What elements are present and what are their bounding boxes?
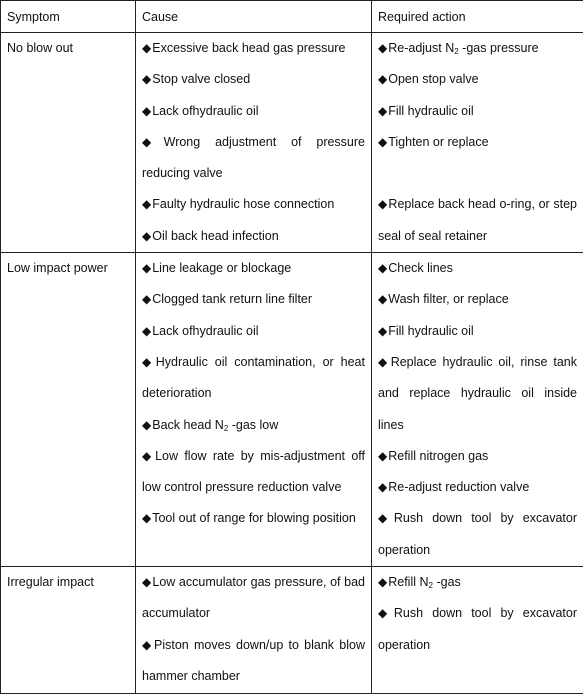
spacer — [378, 158, 577, 189]
bullet-icon: ◆ — [142, 229, 151, 243]
action-item: ◆Check lines — [378, 253, 577, 284]
symptom-cell — [1, 33, 136, 253]
table-row — [1, 253, 583, 567]
bullet-icon: ◆ — [378, 511, 393, 525]
cause-item: ◆Faulty hydraulic hose connection — [142, 189, 365, 220]
action-item: ◆Rush down tool by excavator operation — [378, 598, 577, 661]
action-item: ◆Rush down tool by excavator operation — [378, 503, 577, 566]
bullet-icon: ◆ — [142, 41, 151, 55]
bullet-icon: ◆ — [142, 575, 151, 589]
action-item: ◆Re-adjust reduction valve — [378, 472, 577, 503]
cause-item: ◆Tool out of range for blowing position — [142, 503, 365, 534]
bullet-icon: ◆ — [142, 197, 151, 211]
bullet-icon: ◆ — [142, 292, 151, 306]
header-symptom: Symptom — [1, 1, 136, 33]
table-row — [1, 567, 583, 694]
action-item: ◆Replace back head o-ring, or step seal of seal retainer — [378, 189, 577, 252]
action-cell — [372, 567, 583, 694]
cause-cell — [136, 567, 372, 694]
bullet-icon: ◆ — [378, 575, 387, 589]
symptom-text: Irregular impact — [7, 567, 129, 598]
cause-item: ◆Oil back head infection — [142, 221, 365, 252]
cause-item: ◆Lack ofhydraulic oil — [142, 96, 365, 127]
bullet-icon: ◆ — [378, 606, 393, 620]
bullet-icon: ◆ — [142, 261, 151, 275]
bullet-icon: ◆ — [142, 511, 151, 525]
bullet-icon: ◆ — [378, 449, 387, 463]
header-cause: Cause — [136, 1, 372, 33]
bullet-icon: ◆ — [378, 41, 387, 55]
symptom-cell — [1, 567, 136, 694]
cause-item: ◆Line leakage or blockage — [142, 253, 365, 284]
cause-item: ◆Hydraulic oil contamination, or heat deterioration — [142, 347, 365, 410]
bullet-icon: ◆ — [142, 449, 154, 463]
bullet-icon: ◆ — [378, 292, 387, 306]
action-item: ◆Refill nitrogen gas — [378, 441, 577, 472]
symptom-cell — [1, 253, 136, 567]
cause-item: ◆Lack ofhydraulic oil — [142, 316, 365, 347]
cause-item: ◆Wrong adjustment of pressure reducing valve — [142, 127, 365, 190]
bullet-icon: ◆ — [142, 418, 151, 432]
cause-item: ◆Clogged tank return line filter — [142, 284, 365, 315]
bullet-icon: ◆ — [142, 638, 153, 652]
header-required-action: Required action — [372, 1, 583, 33]
cause-item: ◆Piston moves down/up to blank blow hammer chamber — [142, 630, 365, 693]
symptom-text: No blow out — [7, 33, 129, 64]
bullet-icon: ◆ — [378, 72, 387, 86]
action-item: ◆Fill hydraulic oil — [378, 96, 577, 127]
cause-item: ◆Excessive back head gas pressure — [142, 33, 365, 64]
bullet-icon: ◆ — [142, 72, 151, 86]
header-row — [1, 1, 583, 33]
bullet-icon: ◆ — [378, 197, 387, 211]
cause-item: ◆Low flow rate by mis-adjustment off low control pressure reduction valve — [142, 441, 365, 504]
cause-cell — [136, 253, 372, 567]
bullet-icon: ◆ — [378, 104, 387, 118]
bullet-icon: ◆ — [142, 355, 155, 369]
cause-item: ◆Low accumulator gas pressure, of bad accumulator — [142, 567, 365, 630]
action-cell — [372, 33, 583, 253]
bullet-icon: ◆ — [378, 480, 387, 494]
bullet-icon: ◆ — [142, 135, 163, 149]
cause-item: ◆Stop valve closed — [142, 64, 365, 95]
bullet-icon: ◆ — [378, 355, 390, 369]
action-item: ◆Wash filter, or replace — [378, 284, 577, 315]
bullet-icon: ◆ — [378, 261, 387, 275]
action-item: ◆Tighten or replace — [378, 127, 577, 158]
cause-cell — [136, 33, 372, 253]
action-cell — [372, 253, 583, 567]
bullet-icon: ◆ — [378, 324, 387, 338]
action-item: ◆Re-adjust $N_2$ -gas pressure — [378, 33, 577, 64]
action-item: ◆Replace hydraulic oil, rinse tank and replace hydraulic oil inside lines — [378, 347, 577, 441]
cause-item: ◆Back head $N_2$ -gas low — [142, 410, 365, 441]
symptom-text: Low impact power — [7, 253, 129, 284]
action-item: ◆Fill hydraulic oil — [378, 316, 577, 347]
bullet-icon: ◆ — [142, 104, 151, 118]
bullet-icon: ◆ — [378, 135, 387, 149]
action-item: ◆Refill $N_2$ -gas — [378, 567, 577, 598]
action-item: ◆Open stop valve — [378, 64, 577, 95]
bullet-icon: ◆ — [142, 324, 151, 338]
table-row — [1, 33, 583, 253]
